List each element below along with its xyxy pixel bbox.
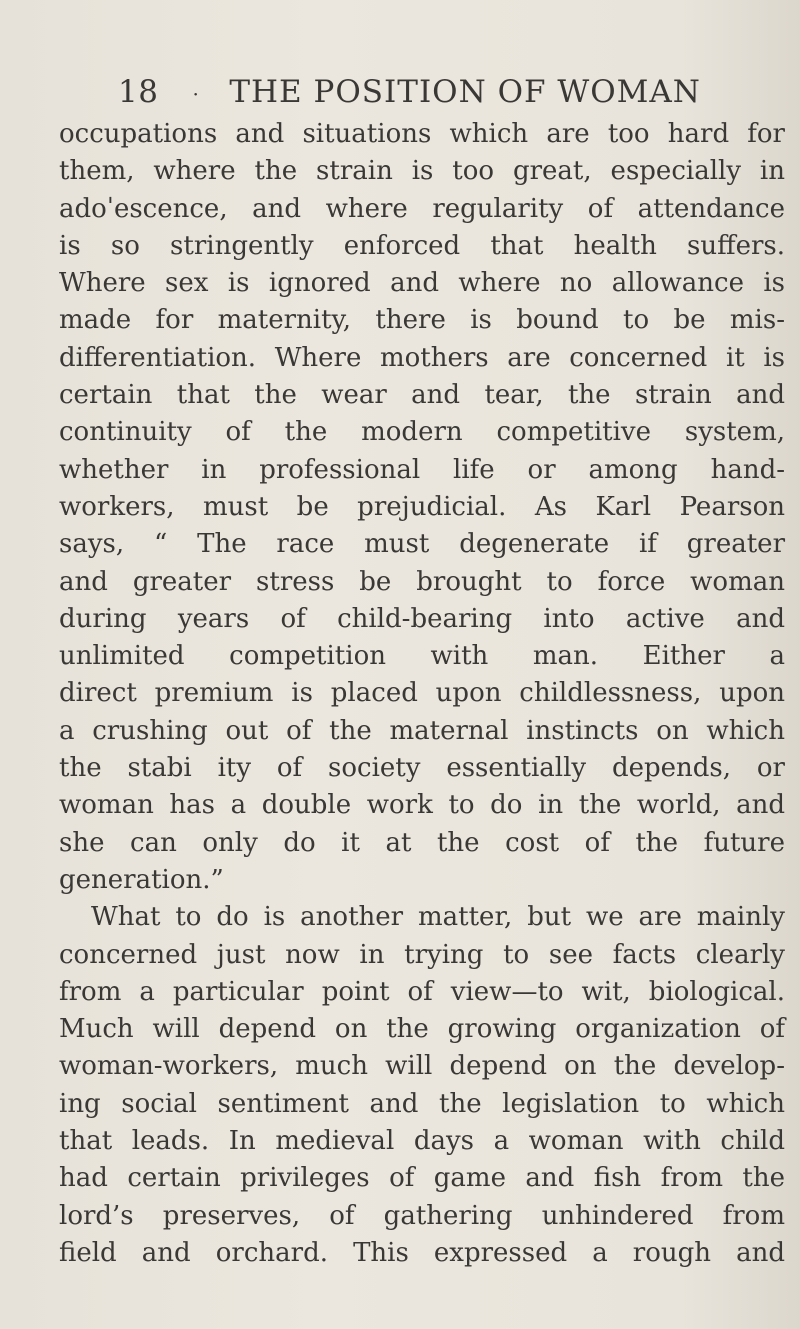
- text-line: whether in professional life or among hand-: [59, 454, 785, 485]
- running-title: THE POSITION OF WOMAN: [229, 74, 701, 110]
- text-line: field and orchard. This expressed a rough and: [59, 1237, 785, 1268]
- text-line: a crushing out of the maternal instincts on which: [59, 715, 785, 746]
- text-line: made for maternity, there is bound to be mis-: [59, 305, 785, 336]
- text-line: Where sex is ignored and where no allowance is: [59, 268, 785, 299]
- text-line: Much will depend on the growing organization of: [59, 1014, 785, 1045]
- header-separator: ·: [192, 81, 200, 106]
- text-line: concerned just now in trying to see facts clearly: [59, 939, 785, 970]
- text-line: direct premium is placed upon childlessness, upon: [59, 678, 785, 709]
- text-line: and greater stress be brought to force woman: [59, 566, 785, 597]
- paragraph-end-line: generation.”: [59, 864, 224, 895]
- text-line: unlimited competition with man. Either a: [59, 641, 785, 672]
- text-line: from a particular point of view—to wit, biological.: [59, 976, 785, 1007]
- text-line: certain that the wear and tear, the strain and: [59, 380, 785, 411]
- text-line: woman-workers, much will depend on the develop-: [59, 1051, 785, 1082]
- text-line: she can only do it at the cost of the future: [59, 827, 785, 858]
- page-number: 18: [118, 74, 159, 110]
- text-line: that leads. In medieval days a woman with child: [59, 1126, 785, 1157]
- text-line: woman has a double work to do in the world, and: [59, 790, 785, 821]
- text-line: differentiation. Where mothers are concerned it is: [59, 342, 785, 373]
- text-line: them, where the strain is too great, especially in: [59, 156, 785, 187]
- running-header: [118, 74, 701, 110]
- text-line: the stabi ity of society essentially depends, or: [59, 753, 785, 784]
- text-line: says, “ The race must degenerate if greater: [59, 529, 785, 560]
- text-line: occupations and situations which are too hard for: [59, 119, 785, 149]
- text-line: during years of child-bearing into active and: [59, 603, 785, 634]
- paragraph-start-line: What to do is another matter, but we are mainly: [91, 902, 785, 933]
- body-text: [59, 116, 785, 1272]
- text-line: had certain privileges of game and fish from the: [59, 1163, 785, 1194]
- text-line: ing social sentiment and the legislation to which: [59, 1088, 785, 1119]
- text-line: adoˈescence, and where regularity of attendance: [59, 193, 785, 224]
- text-line: continuity of the modern competitive system,: [59, 417, 785, 448]
- text-line: lord’s preserves, of gathering unhindered from: [59, 1200, 785, 1231]
- text-line: is so stringently enforced that health suffers.: [59, 230, 785, 261]
- text-line: workers, must be prejudicial. As Karl Pearson: [59, 491, 785, 522]
